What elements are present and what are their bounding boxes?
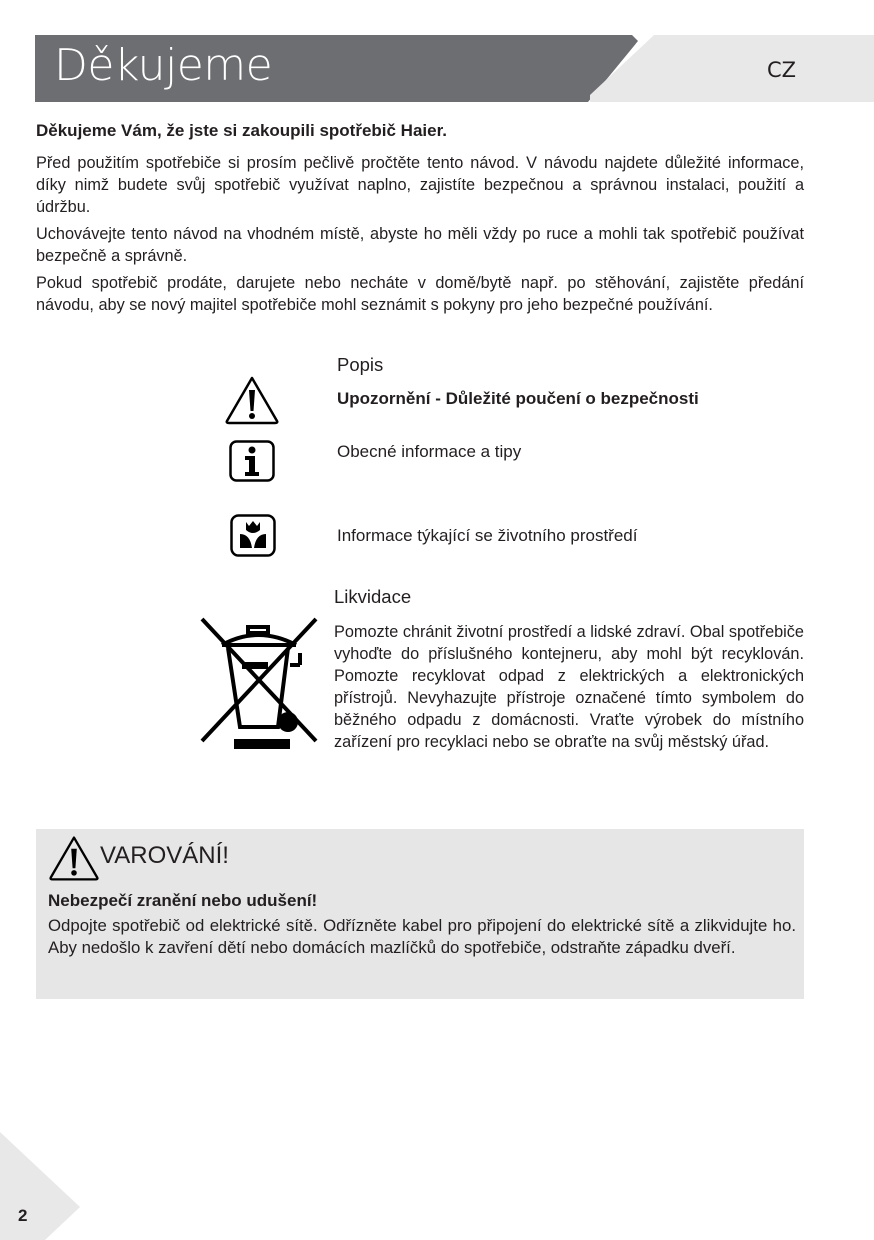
warning-triangle-icon	[48, 834, 100, 882]
environment-flower-icon	[230, 514, 276, 557]
legend-item-info: Obecné informace a tipy	[337, 442, 522, 461]
language-code: CZ	[767, 58, 797, 82]
intro-paragraph: Před použitím spotřebiče si prosím pečlivě pročtěte tento návod. V návodu najdete důležité informace, díky nimž budete svůj spotřebič využívat naplno, zajistíte bezpečnou a správnou instalaci, použití a údržbu.	[36, 154, 804, 216]
warning-subtitle: Nebezpečí zranění nebo udušení!	[48, 891, 318, 910]
info-icon	[229, 440, 275, 482]
intro-paragraph: Uchovávejte tento návod na vhodném místě, abyste ho měli vždy po ruce a mohli tak spotřebič používat bezpečně a správně.	[36, 225, 804, 265]
warning-title: VAROVÁNÍ!	[100, 842, 229, 869]
intro-paragraph: Pokud spotřebič prodáte, darujete nebo necháte v domě/bytě např. po stěhování, zajistěte předání návodu, aby se nový majitel spotřebiče mohl seznámit s pokyny pro jeho bezpečné používání.	[36, 274, 804, 314]
page-corner	[0, 1132, 80, 1240]
warning-text: Odpojte spotřebič od elektrické sítě. Odřízněte kabel pro připojení do elektrické sítě a zlikvidujte ho. Aby nedošlo k zavření dětí nebo domácích mazlíčků do spotřebiče, odstraňte západku dveří.	[48, 916, 796, 957]
page-title: Děkujeme	[54, 40, 273, 91]
legend-item-warning: Upozornění - Důležité poučení o bezpečnosti	[337, 389, 699, 408]
disposal-text: Pomozte chránit životní prostředí a lidské zdraví. Obal spotřebiče vyhoďte do příslušného kontejneru, aby mohl být recyklován. Pomozte recyklovat odpad z elektrických a elektronických přístrojů. Nevyhazujte přístroje označené tímto symbolem do běžného odpadu z domácnosti. Vraťte výrobek do místního zařízení pro recyklaci nebo se obraťte na svůj městský úřad.	[334, 623, 804, 751]
page-number: 2	[18, 1206, 28, 1225]
warning-triangle-icon	[224, 375, 280, 425]
disposal-title: Likvidace	[334, 586, 412, 607]
legend-title: Popis	[337, 354, 384, 375]
crossed-bin-icon	[198, 615, 322, 753]
intro-lead: Děkujeme Vám, že jste si zakoupili spotřebič Haier.	[36, 121, 447, 140]
legend-item-environment: Informace týkající se životního prostředí	[337, 526, 638, 545]
